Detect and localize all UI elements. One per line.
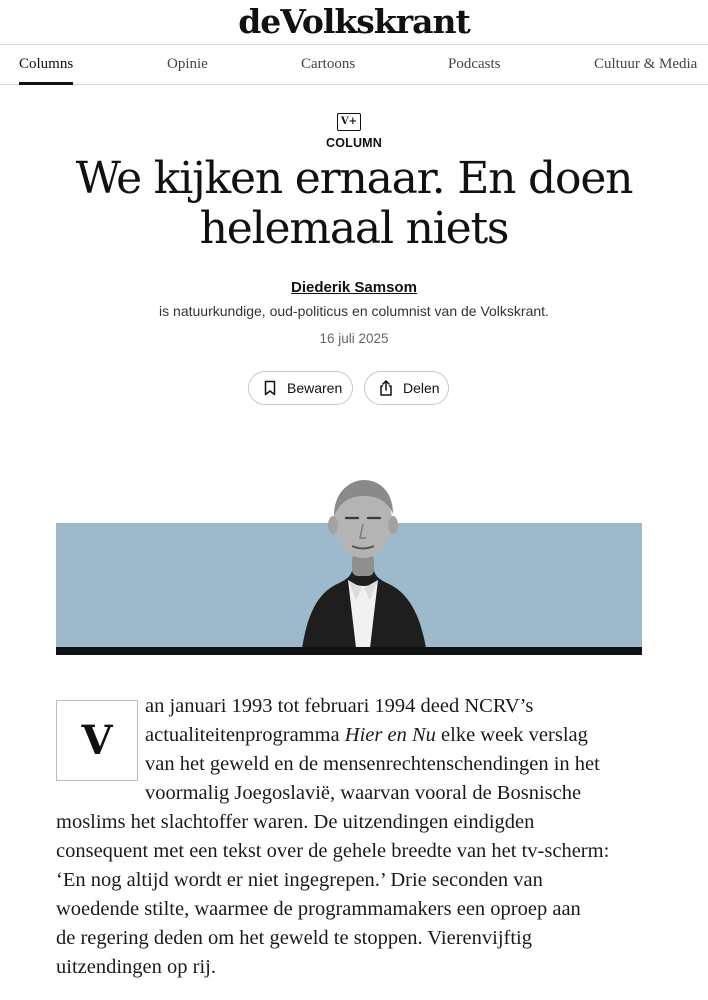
nav-item-opinie[interactable]: Opinie: [167, 56, 208, 72]
publish-date: 16 juli 2025: [319, 331, 389, 346]
nav-item-cultuur-media[interactable]: Cultuur & Media: [594, 56, 698, 72]
nav-item-cartoons[interactable]: Cartoons: [301, 56, 356, 72]
save-button-label: Bewaren: [287, 380, 343, 396]
article-kicker: COLUMN: [325, 136, 383, 150]
masthead: [0, 0, 708, 44]
headline-line-2: helemaal niets: [199, 203, 509, 254]
nav-item-podcasts[interactable]: Podcasts: [448, 56, 501, 72]
section-nav: [0, 44, 708, 85]
body-line: [145, 721, 588, 750]
nav-item-columns[interactable]: Columns: [19, 45, 73, 85]
body-line: ‘En nog altijd wordt er niet ingegrepen.’ Drie seconden van: [56, 869, 543, 891]
body-line: an januari 1993 tot februari 1994 deed NCRV’s: [145, 695, 534, 717]
hero-bottom-bar: [56, 647, 642, 655]
dropcap: V: [81, 717, 113, 764]
author-portrait: [282, 476, 444, 648]
save-button[interactable]: [248, 371, 353, 405]
body-line: woedende stilte, waarmee de programmamakers een oproep aan: [56, 898, 581, 920]
body-line: moslims het slachtoffer waren. De uitzendingen eindigden: [56, 811, 535, 833]
author-byline: [0, 279, 708, 296]
body-line: de regering deden om het geweld te stoppen. Vierenvijftig: [56, 927, 533, 949]
author-link[interactable]: Diederik Samsom: [291, 279, 417, 296]
share-button-label: Delen: [403, 380, 440, 396]
share-button[interactable]: [364, 371, 449, 405]
dropcap-box: [56, 700, 138, 781]
program-title: Hier en Nu: [344, 724, 436, 746]
article-headline: [40, 154, 668, 254]
body-line: van het geweld en de mensenrechtenschendingen in het: [145, 753, 600, 775]
body-line: consequent met een tekst over de gehele breedte van het tv-scherm:: [56, 840, 610, 862]
vplus-badge: V+: [337, 113, 361, 131]
headline-line-1: We kijken ernaar. En doen: [75, 153, 633, 204]
body-text: elke week verslag: [435, 724, 588, 746]
author-hero-image: [56, 476, 642, 656]
bookmark-icon: [261, 379, 279, 397]
body-line: voormalig Joegoslavië, waarvan vooral de Bosnische: [145, 782, 582, 804]
author-bio: is natuurkundige, oud-politicus en columnist van de Volkskrant.: [159, 303, 549, 319]
body-text: actualiteitenprogramma: [145, 724, 345, 746]
volkskrant-logo[interactable]: deVolkskrant: [238, 2, 470, 41]
body-line: uitzendingen op rij.: [56, 956, 216, 978]
share-icon: [377, 379, 395, 397]
